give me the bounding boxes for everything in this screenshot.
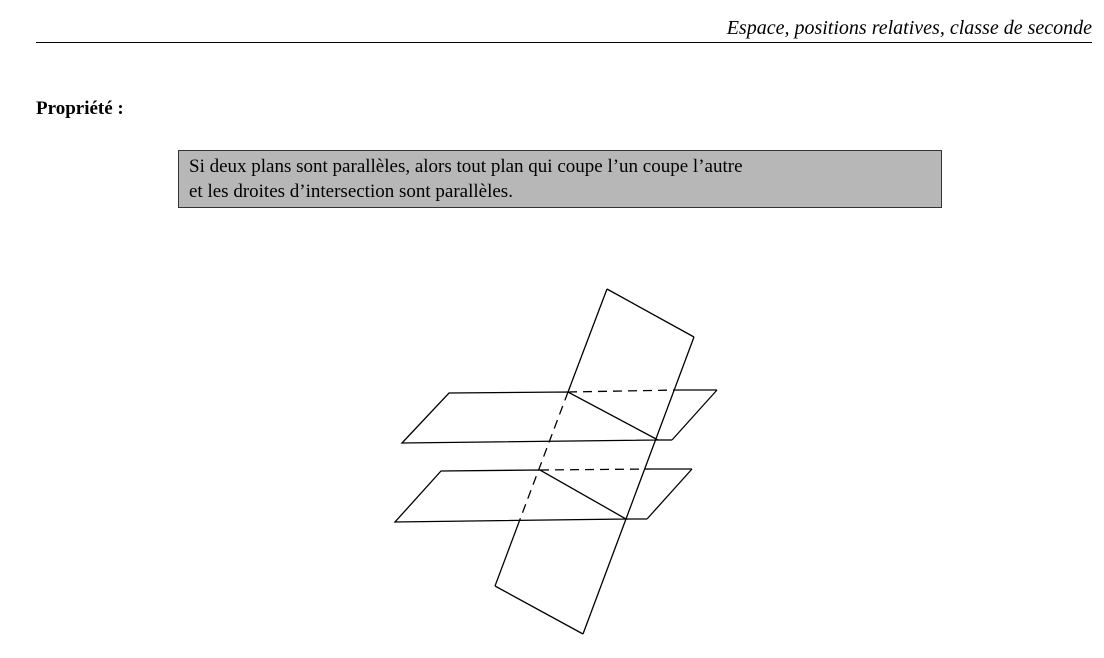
property-statement-line-2: et les droites d’intersection sont parallèles. (189, 181, 513, 202)
upper-parallel-plane (402, 392, 658, 443)
upper-plane-right-slant-edge (672, 390, 717, 440)
lower-plane-hidden-back-edge (540, 469, 652, 470)
secant-plane-bottom-edge (495, 586, 583, 634)
lower-plane-right-slant-edge (647, 469, 692, 519)
header-title: Espace, positions relatives, classe de seconde (726, 17, 1092, 39)
property-heading: Propriété : (36, 98, 124, 119)
secant-plane-lower-left-edge (495, 522, 519, 586)
upper-plane-hidden-back-edge (568, 390, 678, 392)
secant-plane-top-edge (607, 289, 694, 337)
lower-parallel-plane (395, 470, 626, 522)
property-statement-line-1: Si deux plans sont parallèles, alors tout plan qui coupe l’un coupe l’autre (189, 156, 743, 177)
secant-plane-upper-left-edge (568, 289, 607, 392)
secant-plane-hidden-left-edge (519, 392, 568, 522)
